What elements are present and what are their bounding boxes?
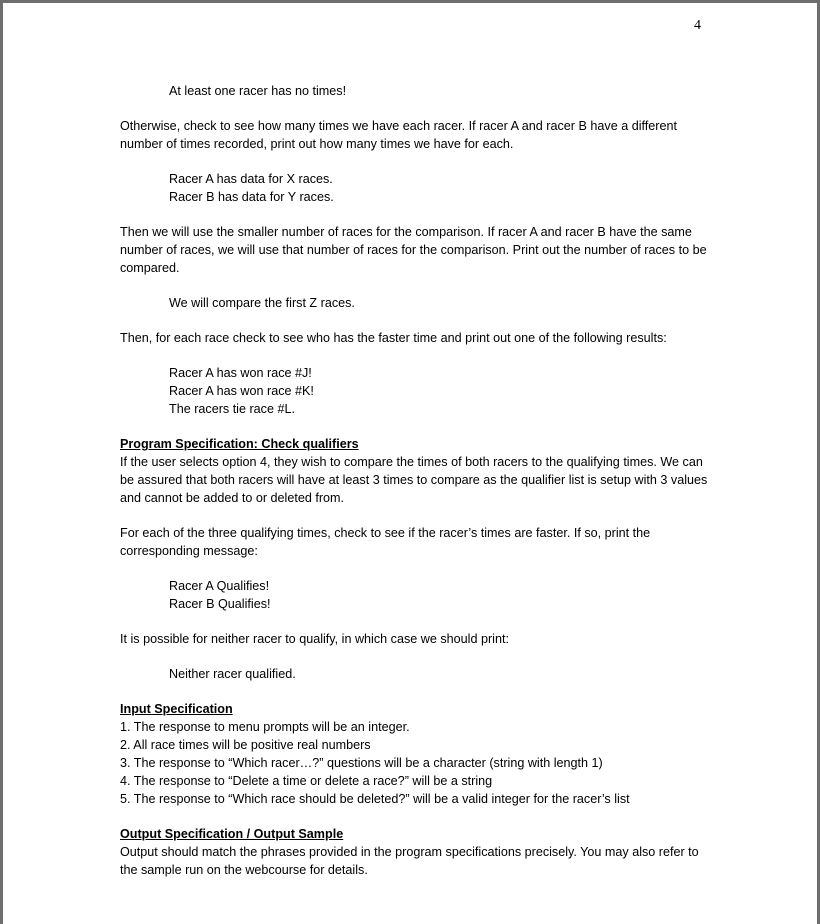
list-item: 2. All race times will be positive real numbers — [120, 738, 371, 752]
output-spec-heading: Output Specification / Output Sample — [120, 827, 344, 841]
output-spec-paragraph: Output should match the phrases provided in the program specifications precisely. You may also refer to the sample run on the webcourse for details. — [120, 845, 699, 877]
result-racer-a-second-message: Racer A has won race #K! — [169, 384, 314, 398]
neither-paragraph: It is possible for neither racer to qualify, in which case we should print: — [120, 632, 509, 646]
neither-qualified-message: Neither racer qualified. — [169, 667, 296, 681]
compare-message: We will compare the first Z races. — [169, 296, 355, 310]
qualifiers-heading: Program Specification: Check qualifiers — [120, 437, 359, 451]
otherwise-paragraph: Otherwise, check to see how many times we have each racer. If racer A and racer B have a different number of times recorded, print out how many times we have for each. — [120, 119, 677, 151]
no-times-message: At least one racer has no times! — [169, 84, 347, 98]
list-item: 4. The response to “Delete a time or delete a race?” will be a string — [120, 774, 493, 788]
list-item: 1. The response to menu prompts will be an integer. — [120, 720, 410, 734]
result-racer-a-message: Racer A has won race #J! — [169, 366, 312, 380]
document-page — [3, 3, 817, 924]
page-content — [120, 82, 710, 879]
input-spec-heading: Input Specification — [120, 702, 233, 716]
page-number: 4 — [694, 18, 701, 33]
qualifiers-each-paragraph: For each of the three qualifying times, check to see if the racer’s times are faster. If so, print the corresponding message: — [120, 526, 651, 558]
racer-a-data-message: Racer A has data for X races. — [169, 172, 333, 186]
racer-a-qualifies-message: Racer A Qualifies! — [169, 579, 270, 593]
list-item: 3. The response to “Which racer…?” questions will be a character (string with length 1) — [120, 756, 603, 770]
list-item: 5. The response to “Which race should be deleted?” will be a valid integer for the racer’s list — [120, 792, 630, 806]
racer-b-qualifies-message: Racer B Qualifies! — [169, 597, 271, 611]
qualifiers-intro-paragraph: If the user selects option 4, they wish to compare the times of both racers to the qualifying times. We can be assured that both racers will have at least 3 times to compare as the qualifier list is setup with 3 values and cannot be added to or deleted from. — [120, 455, 708, 505]
smaller-number-paragraph: Then we will use the smaller number of races for the comparison. If racer A and racer B have the same number of races, we will use that number of races for the comparison. Print out the number of races to be compared. — [120, 225, 707, 275]
racer-b-data-message: Racer B has data for Y races. — [169, 190, 334, 204]
each-race-paragraph: Then, for each race check to see who has the faster time and print out one of the following results: — [120, 331, 667, 345]
input-spec-list — [120, 718, 710, 808]
tie-message: The racers tie race #L. — [169, 402, 295, 416]
